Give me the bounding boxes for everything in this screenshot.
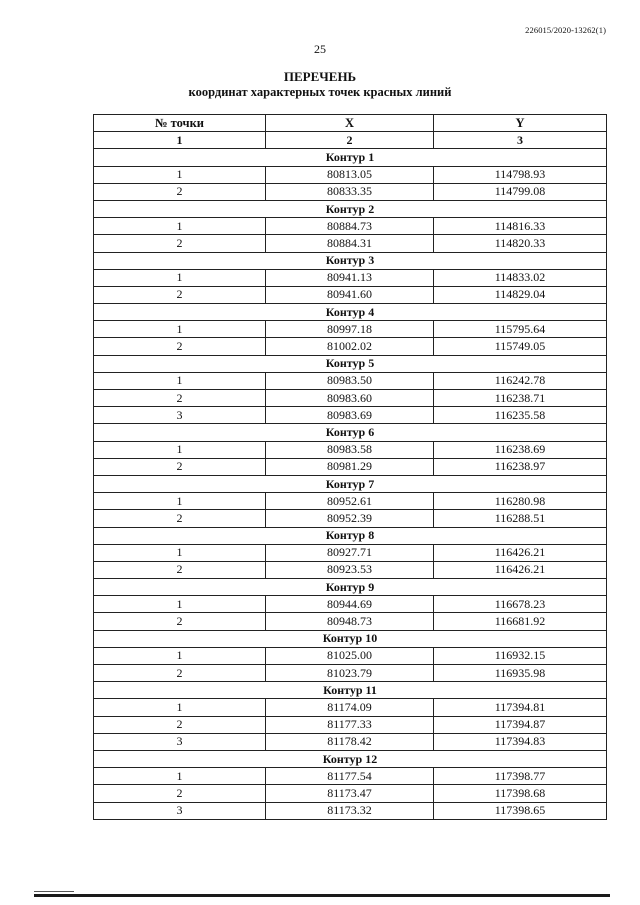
x-coordinate: 81023.79 xyxy=(266,665,434,682)
y-coordinate: 114820.33 xyxy=(434,235,607,252)
x-coordinate: 81173.47 xyxy=(266,785,434,802)
coordinates-table xyxy=(93,114,607,820)
column-number-1: 1 xyxy=(94,132,266,149)
contour-name: Контур 8 xyxy=(94,527,607,544)
x-coordinate: 80813.05 xyxy=(266,166,434,183)
y-coordinate: 116288.51 xyxy=(434,510,607,527)
point-number: 3 xyxy=(94,802,266,819)
point-number: 2 xyxy=(94,613,266,630)
y-coordinate: 116280.98 xyxy=(434,493,607,510)
point-number: 1 xyxy=(94,596,266,613)
table-row xyxy=(94,785,607,802)
contour-name: Контур 5 xyxy=(94,355,607,372)
table-row xyxy=(94,802,607,819)
contour-row xyxy=(94,630,607,647)
point-number: 2 xyxy=(94,286,266,303)
y-coordinate: 116681.92 xyxy=(434,613,607,630)
table-row xyxy=(94,544,607,561)
contour-row xyxy=(94,355,607,372)
contour-name: Контур 9 xyxy=(94,579,607,596)
table-row xyxy=(94,441,607,458)
table-row xyxy=(94,235,607,252)
contour-row xyxy=(94,252,607,269)
contour-name: Контур 7 xyxy=(94,475,607,492)
y-coordinate: 114816.33 xyxy=(434,218,607,235)
x-coordinate: 80941.60 xyxy=(266,286,434,303)
table-row xyxy=(94,166,607,183)
y-coordinate: 117398.77 xyxy=(434,768,607,785)
table-row xyxy=(94,338,607,355)
header-y: Y xyxy=(434,115,607,132)
coordinates-table-body xyxy=(94,149,607,819)
x-coordinate: 80952.39 xyxy=(266,510,434,527)
point-number: 2 xyxy=(94,716,266,733)
y-coordinate: 114829.04 xyxy=(434,286,607,303)
point-number: 1 xyxy=(94,441,266,458)
point-number: 1 xyxy=(94,372,266,389)
point-number: 1 xyxy=(94,166,266,183)
point-number: 1 xyxy=(94,269,266,286)
contour-row xyxy=(94,424,607,441)
table-row xyxy=(94,458,607,475)
x-coordinate: 81174.09 xyxy=(266,699,434,716)
table-header-row xyxy=(94,115,607,132)
contour-name: Контур 4 xyxy=(94,304,607,321)
column-number-row xyxy=(94,132,607,149)
y-coordinate: 116932.15 xyxy=(434,647,607,664)
table-row xyxy=(94,733,607,750)
x-coordinate: 80997.18 xyxy=(266,321,434,338)
y-coordinate: 115749.05 xyxy=(434,338,607,355)
y-coordinate: 116426.21 xyxy=(434,544,607,561)
column-number-3: 3 xyxy=(434,132,607,149)
point-number: 2 xyxy=(94,510,266,527)
table-row xyxy=(94,613,607,630)
x-coordinate: 81173.32 xyxy=(266,802,434,819)
y-coordinate: 114798.93 xyxy=(434,166,607,183)
scan-edge-mark xyxy=(34,891,74,892)
bottom-rule xyxy=(34,894,610,897)
y-coordinate: 116238.69 xyxy=(434,441,607,458)
x-coordinate: 80884.73 xyxy=(266,218,434,235)
y-coordinate: 117398.65 xyxy=(434,802,607,819)
y-coordinate: 114799.08 xyxy=(434,183,607,200)
contour-row xyxy=(94,475,607,492)
x-coordinate: 80884.31 xyxy=(266,235,434,252)
point-number: 1 xyxy=(94,493,266,510)
y-coordinate: 116426.21 xyxy=(434,561,607,578)
y-coordinate: 116678.23 xyxy=(434,596,607,613)
contour-name: Контур 2 xyxy=(94,200,607,217)
point-number: 2 xyxy=(94,390,266,407)
x-coordinate: 80941.13 xyxy=(266,269,434,286)
point-number: 2 xyxy=(94,338,266,355)
y-coordinate: 116238.71 xyxy=(434,390,607,407)
y-coordinate: 117394.81 xyxy=(434,699,607,716)
contour-name: Контур 1 xyxy=(94,149,607,166)
contour-row xyxy=(94,149,607,166)
contour-row xyxy=(94,682,607,699)
table-row xyxy=(94,493,607,510)
y-coordinate: 114833.02 xyxy=(434,269,607,286)
table-row xyxy=(94,183,607,200)
y-coordinate: 116238.97 xyxy=(434,458,607,475)
x-coordinate: 80983.50 xyxy=(266,372,434,389)
x-coordinate: 80944.69 xyxy=(266,596,434,613)
x-coordinate: 81177.33 xyxy=(266,716,434,733)
document-subtitle: координат характерных точек красных линий xyxy=(188,85,452,99)
y-coordinate: 117398.68 xyxy=(434,785,607,802)
x-coordinate: 81178.42 xyxy=(266,733,434,750)
column-number-2: 2 xyxy=(266,132,434,149)
table-row xyxy=(94,372,607,389)
contour-name: Контур 11 xyxy=(94,682,607,699)
point-number: 2 xyxy=(94,235,266,252)
point-number: 2 xyxy=(94,785,266,802)
table-row xyxy=(94,390,607,407)
document-title: ПЕРЕЧЕНЬ xyxy=(283,69,357,84)
contour-row xyxy=(94,579,607,596)
table-row xyxy=(94,510,607,527)
y-coordinate: 116242.78 xyxy=(434,372,607,389)
table-row xyxy=(94,768,607,785)
header-x: X xyxy=(266,115,434,132)
header-point-number: № точки xyxy=(94,115,266,132)
table-row xyxy=(94,561,607,578)
point-number: 2 xyxy=(94,458,266,475)
y-coordinate: 115795.64 xyxy=(434,321,607,338)
table-row xyxy=(94,269,607,286)
x-coordinate: 80923.53 xyxy=(266,561,434,578)
point-number: 1 xyxy=(94,768,266,785)
x-coordinate: 80927.71 xyxy=(266,544,434,561)
point-number: 1 xyxy=(94,218,266,235)
y-coordinate: 117394.87 xyxy=(434,716,607,733)
x-coordinate: 81025.00 xyxy=(266,647,434,664)
contour-name: Контур 3 xyxy=(94,252,607,269)
table-row xyxy=(94,665,607,682)
x-coordinate: 80952.61 xyxy=(266,493,434,510)
contour-row xyxy=(94,750,607,767)
table-row xyxy=(94,286,607,303)
table-row xyxy=(94,647,607,664)
y-coordinate: 116935.98 xyxy=(434,665,607,682)
point-number: 3 xyxy=(94,733,266,750)
table-row xyxy=(94,407,607,424)
contour-row xyxy=(94,304,607,321)
point-number: 1 xyxy=(94,699,266,716)
point-number: 3 xyxy=(94,407,266,424)
table-row xyxy=(94,321,607,338)
table-row xyxy=(94,716,607,733)
x-coordinate: 80983.69 xyxy=(266,407,434,424)
contour-row xyxy=(94,527,607,544)
contour-name: Контур 6 xyxy=(94,424,607,441)
contour-name: Контур 12 xyxy=(94,750,607,767)
point-number: 2 xyxy=(94,665,266,682)
x-coordinate: 80833.35 xyxy=(266,183,434,200)
contour-name: Контур 10 xyxy=(94,630,607,647)
y-coordinate: 116235.58 xyxy=(434,407,607,424)
table-row xyxy=(94,699,607,716)
table-row xyxy=(94,596,607,613)
x-coordinate: 81177.54 xyxy=(266,768,434,785)
x-coordinate: 80983.58 xyxy=(266,441,434,458)
table-row xyxy=(94,218,607,235)
contour-row xyxy=(94,200,607,217)
x-coordinate: 80948.73 xyxy=(266,613,434,630)
x-coordinate: 80983.60 xyxy=(266,390,434,407)
point-number: 1 xyxy=(94,321,266,338)
page-number: 25 xyxy=(314,42,326,56)
point-number: 2 xyxy=(94,561,266,578)
x-coordinate: 81002.02 xyxy=(266,338,434,355)
x-coordinate: 80981.29 xyxy=(266,458,434,475)
point-number: 1 xyxy=(94,544,266,561)
point-number: 2 xyxy=(94,183,266,200)
y-coordinate: 117394.83 xyxy=(434,733,607,750)
point-number: 1 xyxy=(94,647,266,664)
document-number: 226015/2020-13262(1) xyxy=(525,25,606,35)
